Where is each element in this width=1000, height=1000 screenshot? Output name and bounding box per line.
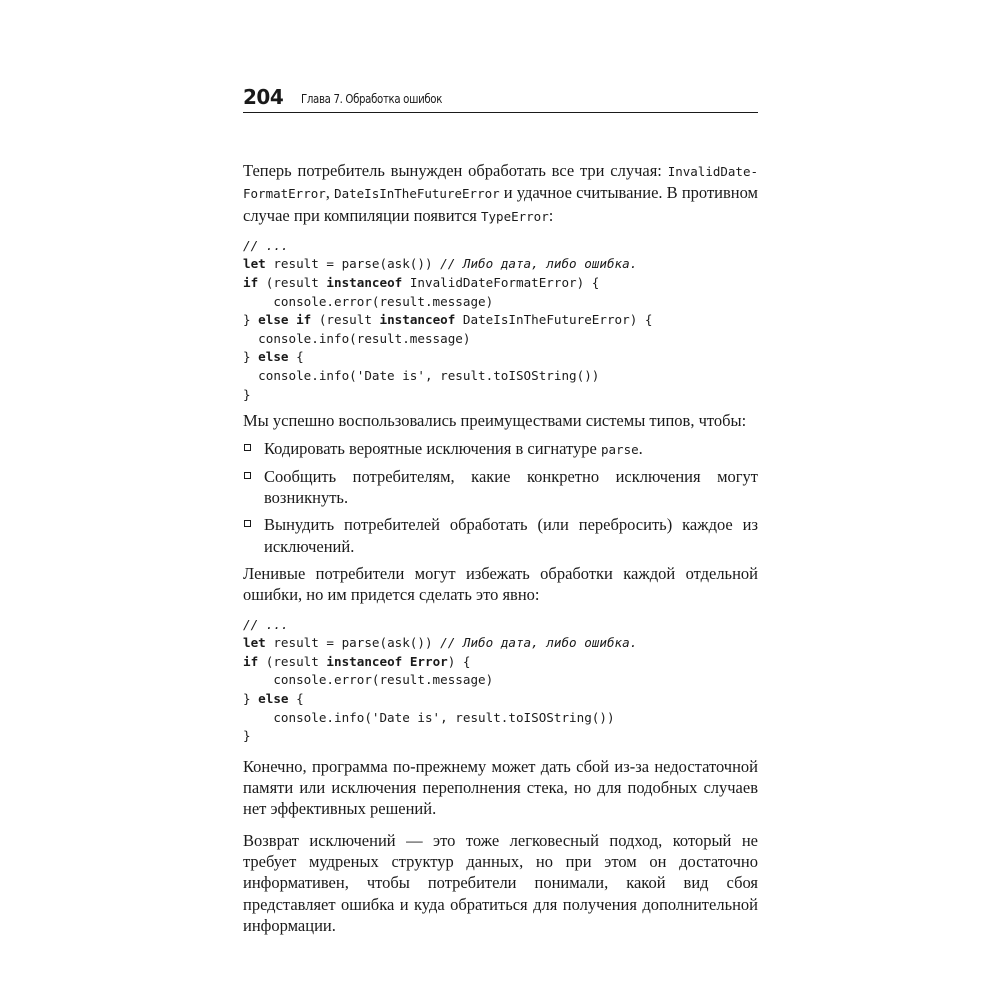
code-keyword: if [243,275,259,291]
code-text: (result [311,312,380,328]
code-keyword: instanceof [326,653,403,669]
code-line: console.info('Date is', result.toISOString()) [243,368,600,384]
code-line: console.error(result.message) [243,293,494,309]
benefits-list [243,438,758,557]
list-item [243,466,758,509]
page-number: 204 [243,85,284,109]
paragraph-limitations: Конечно, программа по-прежнему может дать сбой из-за недостаточной памяти или исключения переполнения стека, но для подобных случаев нет эффективных решений. [243,756,758,819]
code-line: console.info(result.message) [243,330,471,346]
paragraph-conclusion: Возврат исключений — это тоже легковесный подход, который не требует мудреных структур данных, но при этом он достаточно информативен, чтобы потребители понимали, какой вид сбоя представляет ошибка и куда обратиться для получения дополнительной информации. [243,830,758,935]
code-text: { [288,690,304,706]
code-comment: // ... [243,237,289,253]
code-text: result = parse(ask()) [265,635,441,651]
paragraph-lazy: Ленивые потребители могут избежать обработки каждой отдельной ошибки, но им придется сделать это явно: [243,564,758,605]
paragraph-benefits: Мы успешно воспользовались преимуществами системы типов, чтобы: [243,411,747,431]
code-comment: // Либо дата, либо ошибка. [440,256,638,272]
code-text: { [288,349,304,365]
code-text: (result [258,275,327,291]
paragraph-text: Теперь потребитель вынужден обработать все три случая: [243,161,668,180]
chapter-title: Глава 7. Обработка ошибок [301,92,443,106]
code-keyword: else if [258,312,312,328]
code-line: } [243,386,251,402]
code-text [402,654,410,669]
code-line: console.info('Date is', result.toISOString()) [243,709,615,725]
code-comment: // ... [243,616,289,632]
checkbox-bullet-icon [244,520,251,527]
list-item-text: . [638,438,643,458]
code-text: } [243,312,259,328]
code-text: DateIsInTheFutureError) { [455,312,653,328]
code-keyword: if [243,653,259,669]
code-text: } [243,690,259,706]
paragraph-intro [243,160,758,227]
code-keyword: let [243,635,266,651]
list-item [243,514,758,557]
inline-code: TypeError [481,208,549,224]
inline-code: DateIsInTheFutureError [334,186,500,202]
list-item-text: Вынудить потребителей обработать (или перебросить) каждое из исключений. [264,515,758,556]
checkbox-bullet-icon [244,444,251,451]
code-keyword: Error [409,653,448,669]
code-line: console.error(result.message) [243,672,494,688]
code-keyword: instanceof [326,275,403,291]
code-keyword: let [243,256,266,272]
page-body [243,160,758,936]
code-text: InvalidDateFormatError) { [402,275,600,291]
code-line: } [243,728,251,744]
code-text: } [243,349,259,365]
paragraph-text: , [325,183,335,203]
inline-code: parse [601,441,639,457]
code-text: (result [258,653,327,669]
code-keyword: else [258,349,289,365]
code-text: ) { [447,653,471,669]
list-item-text: Кодировать вероятные исключения в сигнатуре [264,438,601,458]
code-listing-2 [243,616,758,746]
code-listing-1 [243,237,758,404]
paragraph-text: и удачное считывание. В противном случае при компиляции появится [243,183,758,225]
code-keyword: instanceof [379,312,456,328]
running-header [243,86,758,113]
code-text: result = parse(ask()) [265,256,441,272]
paragraph-text: : [548,205,554,225]
list-item-text: Сообщить потребителям, какие конкретно исключения могут возникнуть. [264,466,758,508]
checkbox-bullet-icon [244,472,251,479]
list-item [243,438,758,460]
code-keyword: else [258,690,289,706]
code-comment: // Либо дата, либо ошибка. [440,635,638,651]
inline-code: InvalidDate-FormatError [243,164,758,202]
